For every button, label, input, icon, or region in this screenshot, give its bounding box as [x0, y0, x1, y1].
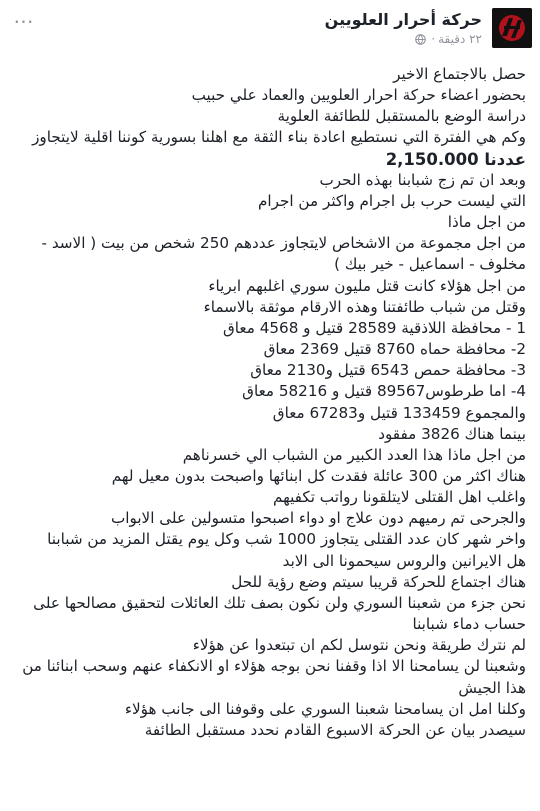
post-line: من اجل ماذا هذا العدد الكبير من الشباب الي خسرناهم [182, 445, 526, 464]
page-avatar[interactable] [492, 8, 532, 48]
post-line: لم نترك طريقة ونحن نتوسل لكم ان تبتعدوا عن هؤلاء [192, 636, 526, 655]
meta-separator: · [431, 32, 436, 46]
post-line: من اجل ماذا [447, 213, 526, 232]
post-line: واغلب اهل القتلى لايتلقونا رواتب تكفيهم [272, 488, 526, 507]
post-line: بحضور اعضاء حركة احرار العلويين والعماد علي حبيب [191, 86, 526, 105]
post-line: هذا الجيش [458, 678, 526, 697]
post-line: دراسة الوضع بالمستقبل للطائفة العلوية [277, 107, 526, 126]
globe-icon [415, 34, 426, 48]
post-line: واخر شهر كان عدد القتلى يتجاوز 1000 شب وكل يوم يقتل المزيد من شبابنا [47, 530, 526, 549]
post-line: وكلنا امل ان يسامحنا شعبنا السوري على وقوفنا الى جانب هؤلاء [124, 699, 526, 718]
post-line: وشعبنا لن يسامحنا الا اذا وقفنا نحن بوجه هؤلاء او الانكفاء عنهم وسحب ابنائنا من [22, 657, 526, 676]
post-body [8, 64, 526, 741]
post-line: 2- محافظة حماه 8760 قتيل 2369 معاق [263, 340, 526, 359]
post-line: بينما هناك 3826 مفقود [378, 424, 526, 443]
post-line: 3- محافظة حمص 6543 قتيل و2130 معاق [250, 361, 526, 380]
post-line: 4- اما طرطوس89567 قتيل و 58216 معاق [242, 382, 526, 401]
post-line: هل الايرانين والروس سيحمونا الى الابد [282, 551, 526, 570]
post-meta [415, 32, 482, 48]
post-line: مخلوف - اسماعيل - خير بيك ) [334, 255, 526, 274]
post-line: وكم هي الفترة التي نستطيع اعادة بناء الثقة مع اهلنا بسورية كوننا اقلية لايتجاوز [32, 128, 526, 147]
post-line: من اجل هؤلاء كانت قتل مليون سوري اغلبهم ابرياء [208, 276, 526, 295]
post-line: وبعد ان تم زج شبابنا بهذه الحرب [319, 170, 526, 189]
post-line: والمجموع 133459 قتيل و67283 معاق [272, 403, 526, 422]
post-line: هناك اجتماع للحركة قريبا سيتم وضع رؤية للحل [231, 572, 526, 591]
post-line: هناك اكثر من 300 عائلة فقدت كل ابنائها واصبحت بدون معيل لهم [111, 466, 526, 485]
post-line: حساب دماء شبابنا [412, 615, 526, 634]
post-line: نحن جزء من شعبنا السوري ولن نكون بصف تلك العائلات لتحقيق مصالحها على [33, 593, 526, 612]
ellipsis-icon[interactable]: … [13, 4, 35, 28]
post-line: سيصدر بيان عن الحركة الاسبوع القادم نحدد مستقبل الطائفة [144, 720, 526, 739]
post-line: التي ليست حرب بل اجرام واكثر من اجرام [257, 191, 526, 210]
post-line: عددنا 2,150.000 [385, 149, 526, 169]
post-timestamp[interactable]: ٢٢ دقيقة [438, 32, 482, 46]
post-line: حصل بالاجتماع الاخير [393, 65, 526, 83]
post-line: والجرحى تم رميهم دون علاج او دواء اصبحوا متسولين على الابواب [110, 509, 526, 528]
post-line: من اجل مجموعة من الاشخاص لايتجاوز عددهم 250 شخص من بيت ( الاسد - [41, 234, 526, 253]
page-name-link[interactable]: حركة أحرار العلويين [324, 10, 482, 29]
post-line: وقتل من شباب طائفتنا وهذه الارقام موثقة بالاسماء [203, 297, 526, 316]
post-header [8, 6, 532, 52]
post-line: 1 - محافظة اللاذقية 28589 قتيل و 4568 معاق [223, 318, 526, 337]
